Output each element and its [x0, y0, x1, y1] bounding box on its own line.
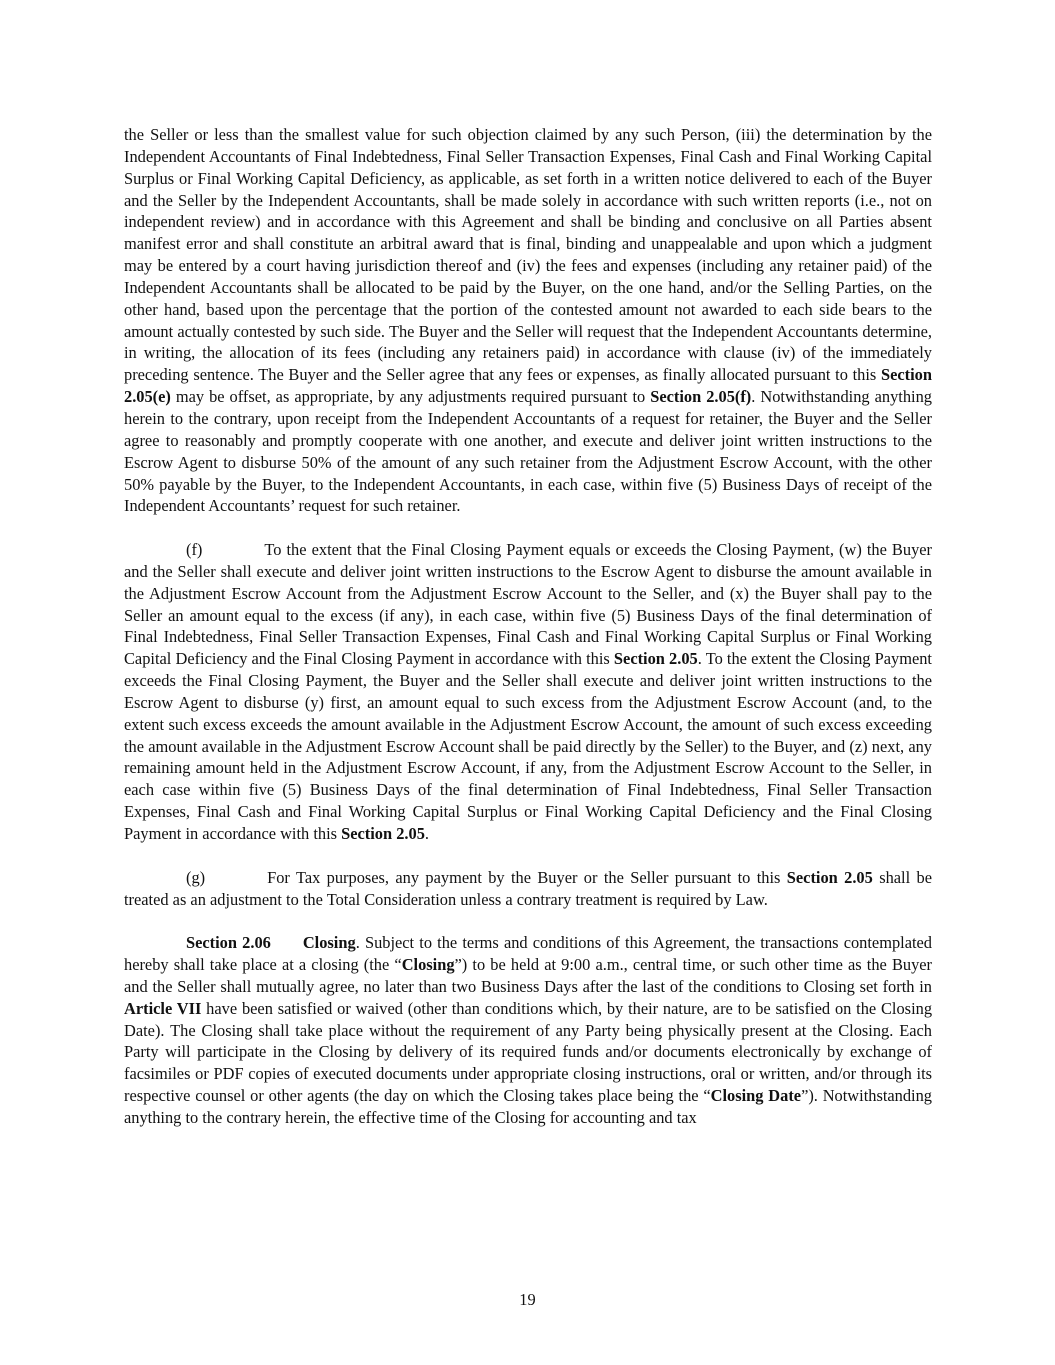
text-run: .	[424, 824, 430, 843]
paragraph-section-2-05-e-continued	[124, 124, 932, 517]
section-reference: Section 2.05(e)	[124, 365, 932, 407]
section-reference: Section 2.05	[341, 824, 425, 843]
text-run: To the extent that the Final Closing Payment equals or exceeds the Closing Payment, (w) the Buyer and the Seller shall execute and deliver joint written instructions to the Escrow Agent to disburse the amount available in the Adjustment Escrow Account from the Adjustment Escrow Account to the Seller, and (x) the Buyer shall pay to the Seller an amount equal to the excess (if any), in each case, within five (5) Business Days of the final determination of Final Indebtedness, Final Seller Transaction Expenses, Final Cash and Final Working Capital Surplus or Final Working Capital Deficiency and the Final Closing Payment in accordance with this	[124, 540, 932, 669]
clause-label: (g)	[186, 867, 206, 887]
defined-term: Closing	[401, 955, 455, 975]
text-run: For Tax purposes, any payment by the Buyer or the Seller pursuant to this	[267, 867, 787, 887]
document-body	[124, 124, 932, 1151]
section-number: Section 2.06	[186, 933, 271, 953]
text-run: shall be treated as an adjustment to the Total Consideration unless a contrary treatment is required by Law.	[124, 867, 932, 909]
paragraph-section-2-05-g	[124, 867, 932, 911]
text-run: . Subject to the terms and conditions of this Agreement, the transactions contemplated hereby shall take place at a closing (the “	[124, 933, 932, 975]
text-run: ”). Notwithstanding anything to the contrary herein, the effective time of the Closing for accounting and tax	[124, 1086, 932, 1127]
text-run: . To the extent the Closing Payment exceeds the Final Closing Payment, the Buyer and the Seller shall execute and deliver joint written instructions to the Escrow Agent to disburse (y) first, an amount equal to such excess from the Adjustment Escrow Account (and, to the extent such excess exceeds the amount available in the Adjustment Escrow Account, the amount of such excess exceeding the amount available in the Adjustment Escrow Account shall be paid directly by the Seller) to the Buyer, and (z) next, any remaining amount held in the Adjustment Escrow Account, if any, from the Adjustment Escrow Account to the Seller, in each case within five (5) Business Days of the final determination of Final Indebtedness, Final Seller Transaction Expenses, Final Cash and Final Working Capital Surplus or Final Working Capital Deficiency and the Final Closing Payment in accordance with this	[124, 649, 932, 843]
section-reference: Section 2.05	[786, 867, 873, 887]
article-reference: Article VII	[124, 998, 202, 1018]
section-heading: Closing	[302, 933, 356, 953]
defined-term: Closing Date	[710, 1086, 802, 1106]
text-run: may be offset, as appropriate, by any adjustments required pursuant to	[170, 387, 651, 407]
text-run: . Notwithstanding anything herein to the contrary, upon receipt from the Independent Accountants of a request for retainer, the Buyer and the Seller agree to reasonably and promptly cooperate with one another, and execute and deliver joint written instructions to the Escrow Agent to disburse 50% of the amount of any such retainer from the Adjustment Escrow Account, with the other 50% payable by the Buyer, to the Independent Accountants, in each case, within five (5) Business Days of receipt of the Independent Accountants’ request for such retainer.	[124, 387, 932, 516]
paragraph-section-2-06-closing	[124, 932, 932, 1129]
page-number: 19	[519, 1290, 536, 1309]
text-run: have been satisfied or waived (other than conditions which, by their nature, are to be satisfied on the Closing Date). The Closing shall take place without the requirement of any Party being physically present at the Closing. Each Party will participate in the Closing by delivery of its required funds and/or documents electronically by exchange of facsimiles or PDF copies of executed documents under appropriate closing instructions, oral or written, and/or through its respective counsel or other agents (the day on which the Closing takes place being the “	[124, 998, 933, 1106]
paragraph-section-2-05-f	[124, 539, 932, 845]
section-reference: Section 2.05	[613, 649, 698, 669]
text-run: ”) to be held at 9:00 a.m., central time, or such other time as the Buyer and the Seller shall mutually agree, no later than two Business Days after the last of the conditions to Closing set forth in	[124, 955, 932, 996]
text-run: the Seller or less than the smallest value for such objection claimed by any such Person, (iii) the determination by the Independent Accountants of Final Indebtedness, Final Seller Transaction Expenses, Final Cash and Final Working Capital Surplus or Final Working Capital Deficiency, as applicable, as set forth in a written notice delivered to each of the Buyer and the Seller by the Independent Accountants, shall be made solely in accordance with such written reports (i.e., not on independent review) and in accordance with this Agreement and shall be binding and conclusive on all Parties absent manifest error and shall constitute an arbitral award that is final, binding and unappealable and upon which a judgment may be entered by a court having jurisdiction thereof and (iv) the fees and expenses (including any retainer paid) of the Independent Accountants shall be allocated to be paid by the Buyer, on the one hand, and/or the Selling Parties, on the other hand, based upon the percentage that the portion of the contested amount not awarded to each side bears to the amount actually contested by such side. The Buyer and the Seller will request that the Independent Accountants determine, in writing, the allocation of its fees (including any retainers paid) in accordance with clause (iv) of the immediately preceding sentence. The Buyer and the Seller agree that any fees or expenses, as finally allocated pursuant to this	[124, 125, 932, 385]
clause-label: (f)	[186, 540, 203, 560]
section-reference: Section 2.05(f)	[650, 387, 752, 407]
